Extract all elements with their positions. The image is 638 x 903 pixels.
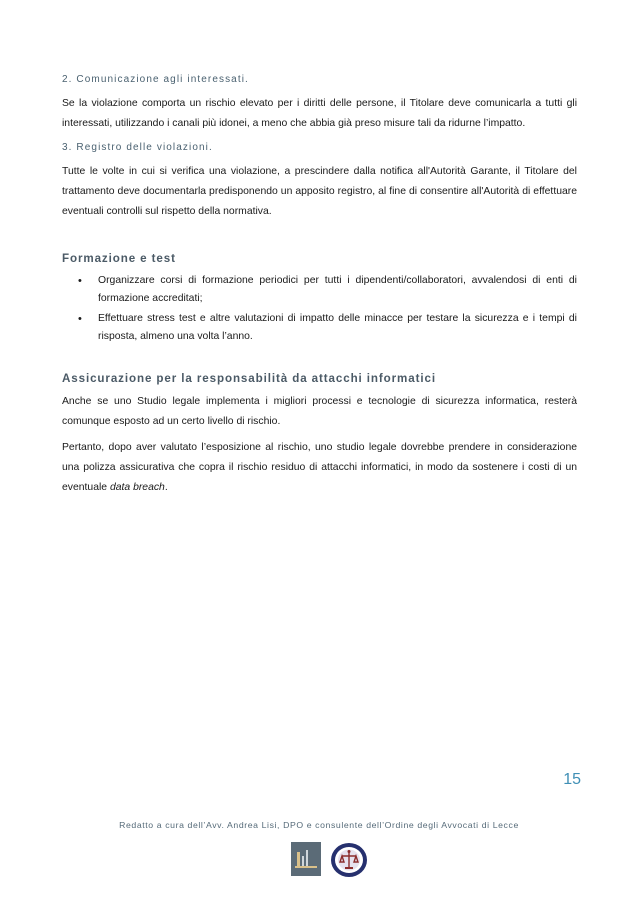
heading-communication: 2. Comunicazione agli interessati.: [62, 74, 249, 85]
list-item-text: Organizzare corsi di formazione periodici per tutti i dipendenti/collaboratori, avvalendosi di enti di formazione accreditati;: [98, 275, 577, 304]
paragraph-insurance-2: [62, 438, 577, 498]
footer-logos: [0, 842, 638, 878]
emphasis-term: data breach: [109, 482, 165, 493]
studio-logo-icon: [291, 842, 321, 876]
paragraph-insurance-1: Anche se uno Studio legale implementa i migliori processi e tecnologie di sicurezza informatica, resterà comunque esposto ad un certo livello di rischio.: [62, 396, 577, 427]
heading-register: 3. Registro delle violazioni.: [62, 142, 213, 153]
paragraph-communication: Se la violazione comporta un rischio elevato per i diritti delle persone, il Titolare deve comunicarla a tutti gli interessati, utilizzando i canali più idonei, a meno che abbia già preso misure tali da ridurne l’impatto.: [62, 98, 577, 129]
list-item: [62, 310, 577, 346]
bullet-icon: •: [78, 275, 82, 287]
list-item-text: Effettuare stress test e altre valutazioni di impatto delle minacce per testare la sicurezza e i tempi di risposta, almeno una volta l’anno.: [98, 313, 577, 342]
document-body: [62, 66, 577, 504]
footer-credit: Redatto a cura dell’Avv. Andrea Lisi, DPO e consulente dell’Ordine degli Avvocati di Lecce: [119, 820, 519, 830]
paragraph-text-end: .: [164, 482, 168, 493]
paragraph-register: Tutte le volte in cui si verifica una violazione, a prescindere dalla notifica all'Autorità Garante, il Titolare del trattamento deve documentarla predisponendo un apposito registro, al fine di consentire all'Autorità di effettuare eventuali controlli sul rispetto della normativa.: [62, 166, 577, 217]
ordine-avvocati-seal-icon: [330, 842, 368, 878]
list-item: [62, 272, 577, 308]
page-number: 15: [563, 771, 581, 788]
section-title-insurance: Assicurazione per la responsabilità da attacchi informatici: [62, 372, 436, 385]
bullet-icon: •: [78, 313, 82, 325]
training-list: [62, 272, 577, 346]
section-title-training: Formazione e test: [62, 252, 176, 265]
paragraph-text: Pertanto, dopo aver valutato l’esposizione al rischio, uno studio legale dovrebbe prendere in considerazione una polizza assicurativa che copra il rischio residuo di attacchi informatici, in modo da sostenere i costi di un eventuale: [62, 442, 577, 493]
